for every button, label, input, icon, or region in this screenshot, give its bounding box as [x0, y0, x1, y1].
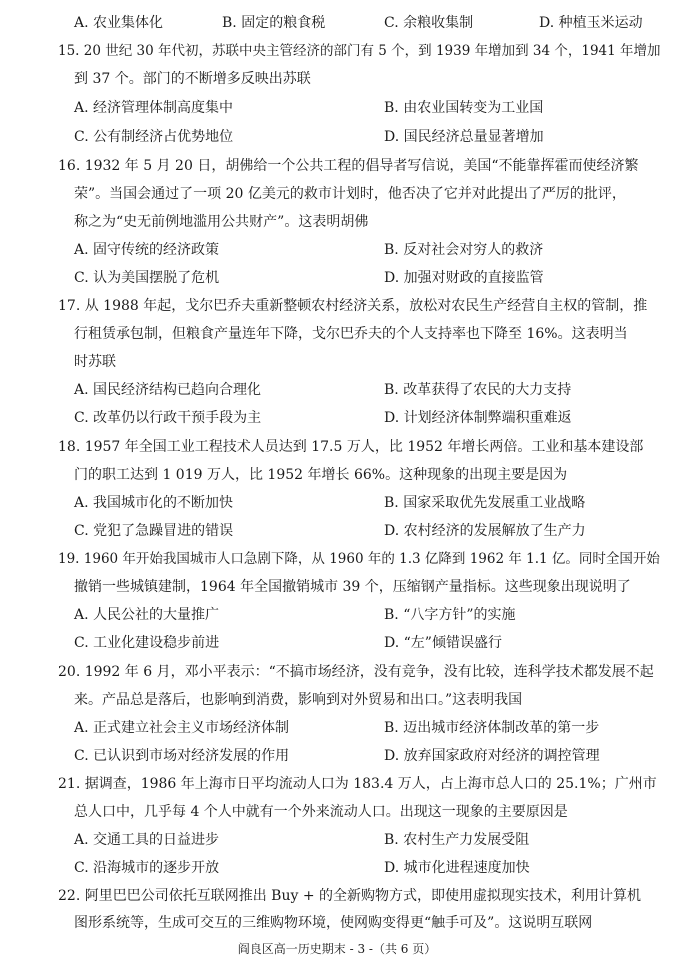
question-16-line-3: 称之为“史无前例地滥用公共财产”。这表明胡佛 — [74, 214, 369, 230]
q14-option-c: C. 余粮收集制 — [384, 15, 474, 31]
question-17-option-b: B. 改革获得了农民的大力支持 — [384, 382, 572, 398]
question-19-option-b: B. “八字方针”的实施 — [384, 607, 516, 623]
question-18-option-a: A. 我国城市化的不断加快 — [74, 495, 234, 511]
q14-option-d: D. 种植玉米运动 — [539, 15, 643, 31]
question-19-line-1: 19. 1960 年开始我国城市人口急剧下降，从 1960 年的 1.3 亿降到 1962 年 1.1 亿。同时全国开始 — [58, 551, 660, 567]
q14-options — [74, 12, 674, 34]
question-21-line-1: 21. 据调查，1986 年上海市日平均流动人口为 183.4 万人，占上海市总人口的 25.1%；广州市 — [58, 776, 657, 792]
question-17-line-1: 17. 从 1988 年起，戈尔巴乔夫重新整顿农村经济关系，放松对农民生产经营自主权的管制，推 — [58, 298, 648, 314]
question-18-option-b: B. 国家采取优先发展重工业战略 — [384, 495, 586, 511]
page-footer: 阎良区高一历史期末 - 3 -（共 6 页） — [237, 942, 437, 956]
question-22-line-2: 图形系统等，生成可交互的三维购物环境，使网购变得更“触手可及”。这说明互联网 — [74, 915, 593, 931]
q14-option-a: A. 农业集体化 — [74, 15, 164, 31]
question-17-option-c: C. 改革仍以行政干预手段为主 — [74, 410, 262, 426]
question-21-option-d: D. 城市化进程速度加快 — [384, 860, 530, 876]
question-17-line-3: 时苏联 — [74, 354, 116, 370]
question-21-option-b: B. 农村生产力发展受阻 — [384, 832, 530, 848]
question-15-option-a: A. 经济管理体制高度集中 — [74, 100, 234, 116]
question-21-option-c: C. 沿海城市的逐步开放 — [74, 860, 220, 876]
question-20-option-b: B. 迈出城市经济体制改革的第一步 — [384, 720, 600, 736]
q14-option-b: B. 固定的粮食税 — [222, 15, 326, 31]
question-21-option-a: A. 交通工具的日益进步 — [74, 832, 220, 848]
question-19-option-d: D. “左”倾错误盛行 — [384, 635, 502, 651]
question-16-option-d: D. 加强对财政的直接监管 — [384, 270, 544, 286]
question-20-line-2: 来。产品总是落后，也影响到消费，影响到对外贸易和出口。”这表明我国 — [74, 692, 523, 708]
question-16-line-2: 荣”。当国会通过了一项 20 亿美元的救市计划时，他否决了它并对此提出了严厉的批评， — [74, 186, 626, 202]
question-18-line-1: 18. 1957 年全国工业工程技术人员达到 17.5 万人，比 1952 年增长两倍。工业和基本建设部 — [58, 439, 644, 455]
question-19-option-c: C. 工业化建设稳步前进 — [74, 635, 220, 651]
question-17-option-a: A. 国民经济结构已趋向合理化 — [74, 382, 262, 398]
question-16-option-c: C. 认为美国摆脱了危机 — [74, 270, 220, 286]
question-20-option-d: D. 放弃国家政府对经济的调控管理 — [384, 748, 600, 764]
question-15-line-2: 到 37 个。部门的不断增多反映出苏联 — [74, 71, 311, 87]
question-21-line-2: 总人口中，几乎每 4 个人中就有一个外来流动人口。出现这一现象的主要原因是 — [74, 804, 568, 820]
question-15-line-1: 15. 20 世纪 30 年代初，苏联中央主管经济的部门有 5 个，到 1939 年增加到 34 个，1941 年增加 — [58, 43, 661, 59]
question-16-option-b: B. 反对社会对穷人的救济 — [384, 242, 544, 258]
question-16-line-1: 16. 1932 年 5 月 20 日，胡佛给一个公共工程的倡导者写信说，美国“不能靠挥霍而使经济繁 — [58, 158, 639, 174]
question-20-option-c: C. 已认识到市场对经济发展的作用 — [74, 748, 290, 764]
question-19-line-2: 撤销一些城镇建制，1964 年全国撤销城市 39 个，压缩钢产量指标。这些现象出现说明了 — [74, 579, 631, 595]
question-17-line-2: 行租赁承包制，但粮食产量连年下降，戈尔巴乔夫的个人支持率也下降至 16%。这表明当 — [74, 326, 628, 342]
question-15-option-b: B. 由农业国转变为工业国 — [384, 100, 544, 116]
question-17-option-d: D. 计划经济体制弊端积重难返 — [384, 410, 572, 426]
question-16-option-a: A. 固守传统的经济政策 — [74, 242, 220, 258]
question-18-line-2: 门的职工达到 1 019 万人，比 1952 年增长 66%。这种现象的出现主要是因为 — [74, 467, 568, 483]
question-18-option-c: C. 党犯了急躁冒进的错误 — [74, 523, 234, 539]
question-22-line-1: 22. 阿里巴巴公司依托互联网推出 Buy + 的全新购物方式，即使用虚拟现实技术，利用计算机 — [58, 888, 642, 904]
question-20-option-a: A. 正式建立社会主义市场经济体制 — [74, 720, 290, 736]
question-20-line-1: 20. 1992 年 6 月，邓小平表示：“不搞市场经济，没有竞争，没有比较，连科学技术都发展不起 — [58, 664, 654, 680]
question-18-option-d: D. 农村经济的发展解放了生产力 — [384, 523, 586, 539]
question-19-option-a: A. 人民公社的大量推广 — [74, 607, 220, 623]
question-15-option-c: C. 公有制经济占优势地位 — [74, 129, 234, 145]
question-15-option-d: D. 国民经济总量显著增加 — [384, 129, 544, 145]
